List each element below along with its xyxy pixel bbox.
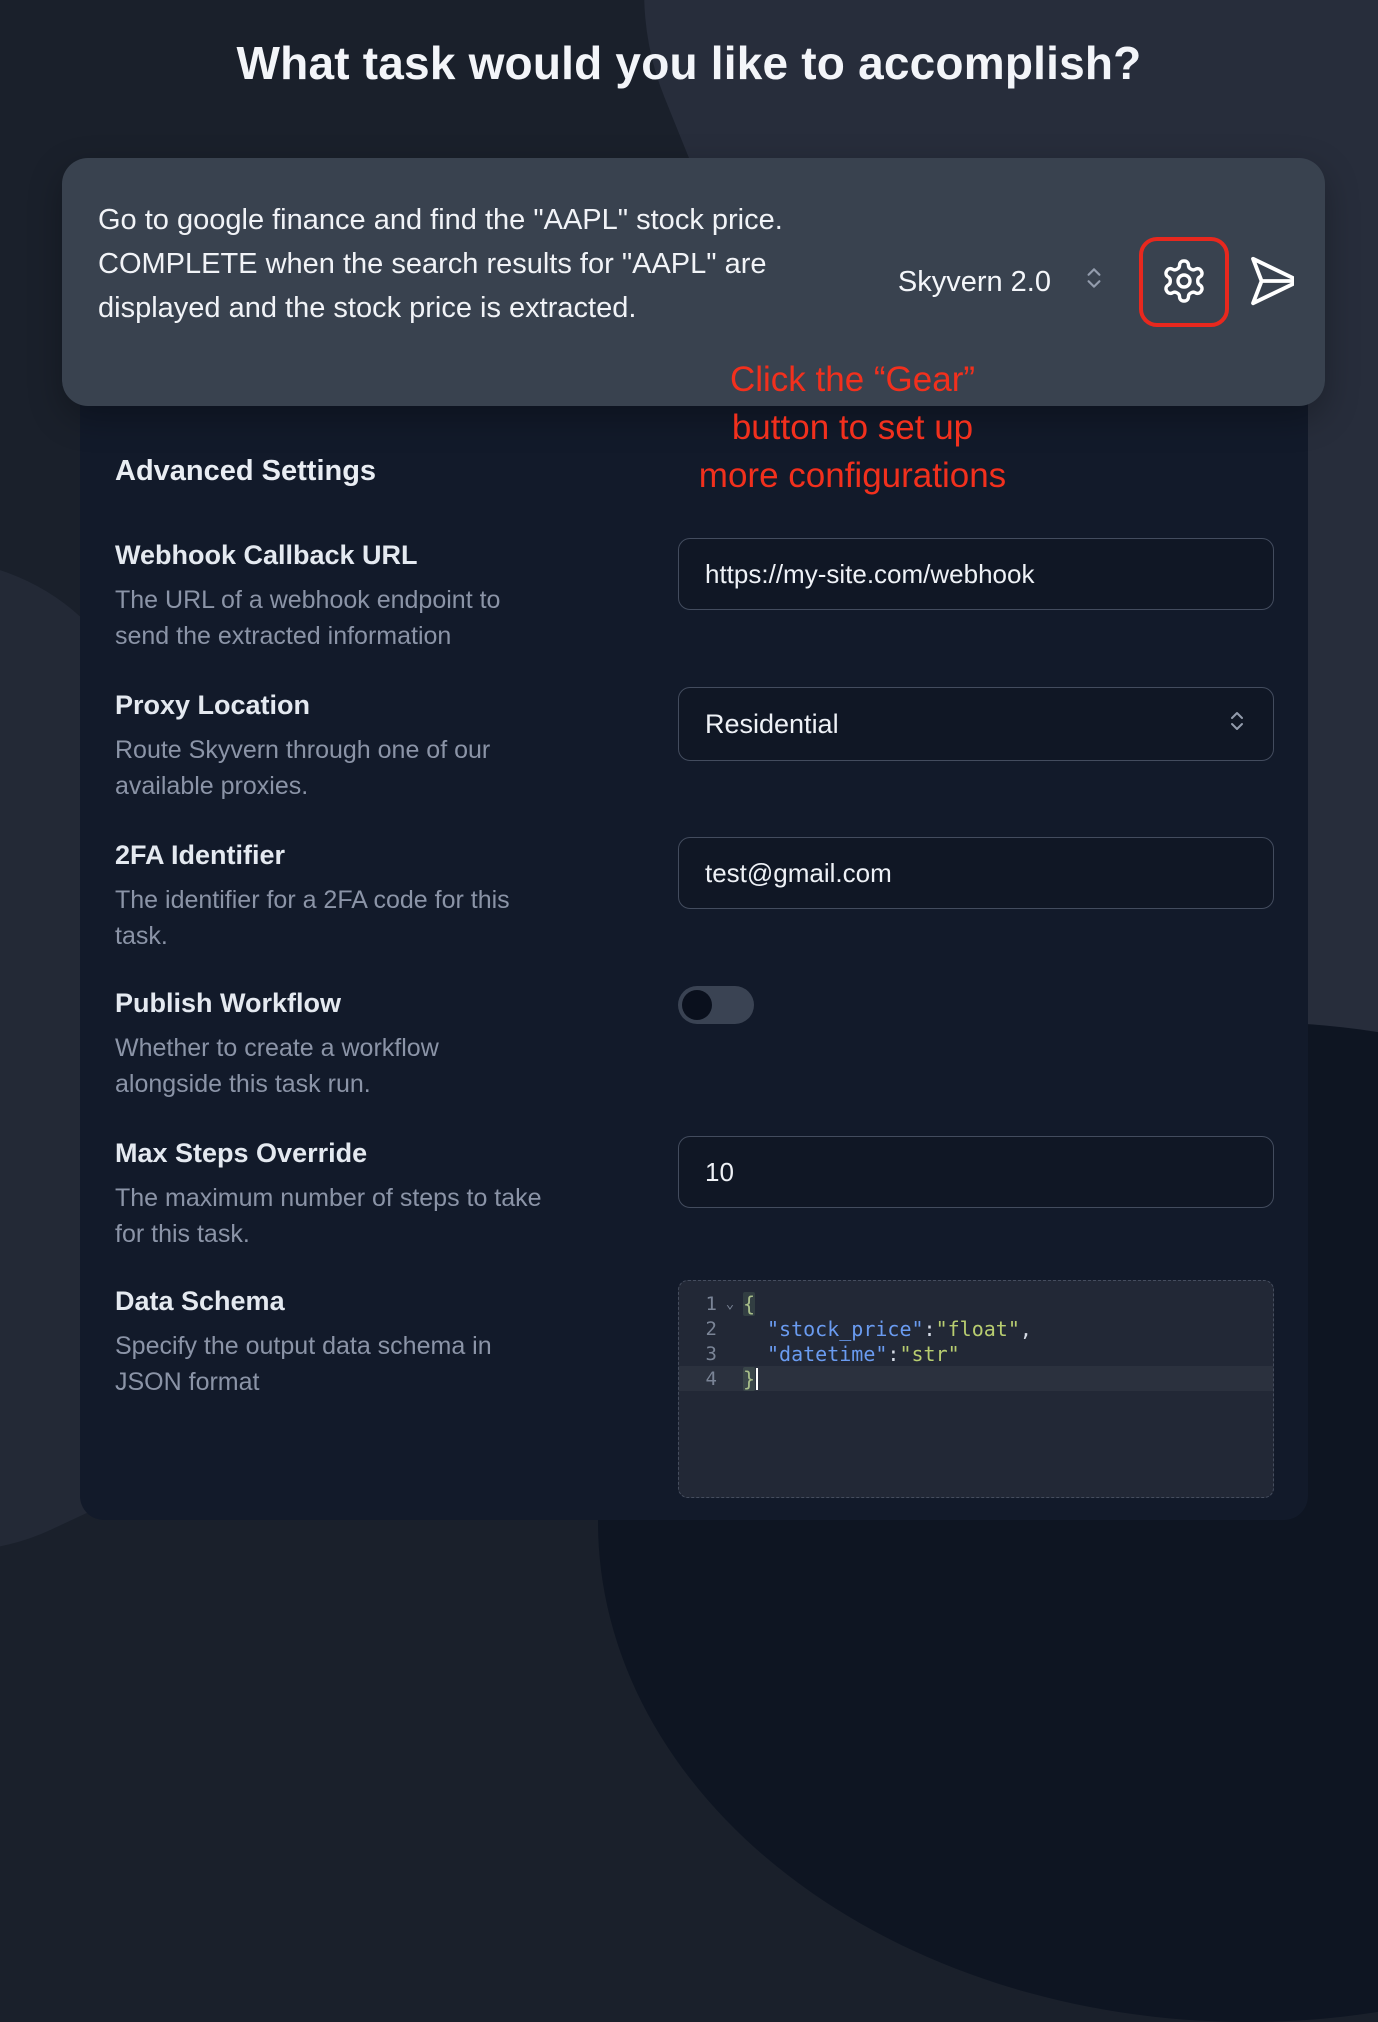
- webhook-label: Webhook Callback URL: [115, 540, 418, 570]
- engine-version-select[interactable]: [898, 265, 1107, 299]
- annotation-line-1: Click the “Gear”: [729, 360, 976, 399]
- proxy-location-label: Proxy Location: [115, 690, 311, 720]
- code-token: }: [743, 1366, 756, 1391]
- code-line-3: [679, 1341, 1273, 1366]
- settings-gear-button[interactable]: [1145, 243, 1223, 321]
- code-token: "stock_price": [767, 1316, 924, 1341]
- advanced-settings-heading: Advanced Settings: [115, 455, 377, 487]
- code-token: "datetime": [767, 1341, 888, 1366]
- page-title: What task would you like to accomplish?: [236, 37, 1142, 89]
- annotation-text: [640, 356, 1065, 500]
- proxy-location-select[interactable]: [678, 687, 1274, 761]
- webhook-description: The URL of a webhook endpoint to send the extracted information: [115, 586, 501, 650]
- line-number: 2: [705, 1317, 717, 1340]
- data-schema-code-editor[interactable]: [678, 1280, 1274, 1498]
- max-steps-input[interactable]: [678, 1136, 1274, 1208]
- line-number: 1: [705, 1292, 717, 1315]
- data-schema-description: Specify the output data schema in JSON format: [115, 1332, 492, 1396]
- annotation-line-2: button to set up: [731, 408, 974, 447]
- publish-workflow-description: Whether to create a workflow alongside this task run.: [115, 1034, 439, 1098]
- code-token: ,: [1019, 1316, 1032, 1341]
- max-steps-label: Max Steps Override: [115, 1138, 368, 1168]
- submit-task-button[interactable]: [1233, 250, 1297, 314]
- line-number: 4: [705, 1367, 717, 1390]
- task-prompt-input[interactable]: Go to google finance and find the "AAPL" stock price. COMPLETE when the search results for "AAPL" are displayed and the stock price is extracted.: [98, 204, 791, 324]
- code-token: :: [887, 1341, 900, 1366]
- code-token: "str": [899, 1341, 960, 1366]
- proxy-location-description: Route Skyvern through one of our available proxies.: [115, 736, 491, 800]
- send-icon: [1236, 252, 1294, 313]
- twofa-identifier-label: 2FA Identifier: [115, 840, 286, 870]
- proxy-location-value: Residential: [705, 708, 839, 739]
- publish-workflow-label: Publish Workflow: [115, 988, 342, 1018]
- twofa-identifier-input[interactable]: [678, 837, 1274, 909]
- gear-highlight-box: [1139, 237, 1229, 327]
- twofa-identifier-description: The identifier for a 2FA code for this task.: [115, 886, 510, 950]
- annotation-line-3: more configurations: [698, 456, 1007, 495]
- publish-workflow-toggle[interactable]: [678, 986, 754, 1024]
- chevron-down-icon[interactable]: ⌄: [725, 1295, 735, 1312]
- chevrons-up-down-icon: [1081, 265, 1107, 299]
- code-token: {: [743, 1291, 756, 1316]
- toggle-knob: [682, 990, 712, 1020]
- code-line-4: [679, 1366, 1273, 1391]
- data-schema-label: Data Schema: [115, 1286, 285, 1316]
- gear-icon: [1160, 257, 1208, 308]
- text-cursor: [756, 1368, 758, 1390]
- engine-version-label: Skyvern 2.0: [897, 265, 1051, 298]
- chevrons-up-down-icon: [1225, 709, 1249, 740]
- line-number: 3: [705, 1342, 717, 1365]
- code-token: "float": [935, 1316, 1020, 1341]
- code-token: :: [923, 1316, 936, 1341]
- webhook-url-input[interactable]: [678, 538, 1274, 610]
- code-line-2: [679, 1316, 1273, 1341]
- max-steps-description: The maximum number of steps to take for this task.: [115, 1184, 542, 1248]
- code-line-1: [679, 1291, 1273, 1316]
